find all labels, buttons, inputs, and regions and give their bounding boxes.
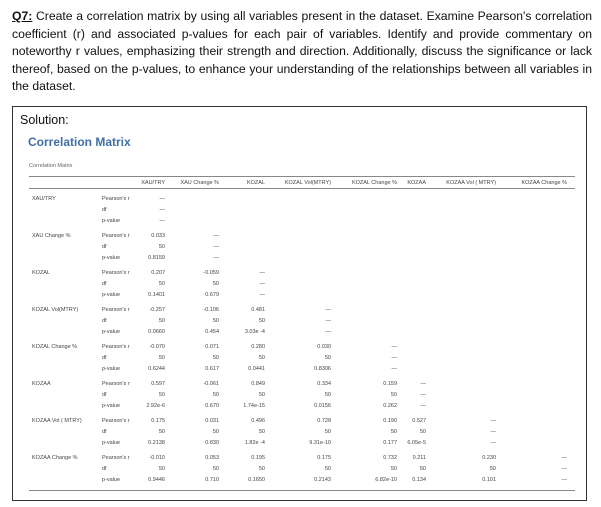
table-bottom-rule: [29, 490, 575, 491]
matrix-cell: -0.061: [203, 381, 219, 387]
diagonal-dash: —: [259, 281, 265, 287]
matrix-cell: 2.92e-6: [146, 403, 165, 409]
question-body: Create a correlation matrix by using all variables present in the dataset. Examine Pearson's correlation coefficient (r) and associated p-values for each pair of variables. Identify and provide commentary on noteworthy r values, emphasizing their strength and direction. Additionally, discuss the significance or lack thereof, based on the p-values, to enhance your understanding of the relationships between all variables in the dataset.: [12, 9, 592, 94]
matrix-cell: 0.830: [205, 440, 219, 446]
matrix-cell: 0.175: [151, 418, 165, 424]
diagonal-dash: —: [420, 392, 426, 398]
row-label: KOZAL Vol(MTRY): [32, 307, 79, 313]
diagonal-dash: —: [159, 218, 165, 224]
matrix-cell: 0.190: [383, 418, 397, 424]
matrix-cell: 50: [390, 392, 397, 398]
matrix-cell: 50: [324, 392, 331, 398]
column-header: KOZAL Change %: [351, 180, 397, 186]
matrix-cell: 50: [212, 318, 219, 324]
stat-label: Pearson's r: [102, 307, 130, 313]
matrix-cell: 0.9446: [148, 477, 165, 483]
matrix-cell: 1.74e-15: [243, 403, 265, 409]
matrix-cell: -0.257: [149, 307, 165, 313]
matrix-cell: 50: [258, 392, 265, 398]
matrix-cell: 50: [324, 466, 331, 472]
stat-label: df: [102, 244, 107, 250]
diagonal-dash: —: [159, 207, 165, 213]
stat-label: Pearson's r: [102, 455, 130, 461]
matrix-cell: 50: [158, 466, 165, 472]
diagonal-dash: —: [490, 440, 496, 446]
matrix-cell: 0.1401: [148, 292, 165, 298]
row-label: XAU Change %: [32, 233, 71, 239]
matrix-cell: 0.101: [482, 477, 496, 483]
matrix-cell: 0.207: [151, 270, 165, 276]
column-header: KOZAA Change %: [521, 180, 567, 186]
matrix-cell: 0.710: [205, 477, 219, 483]
matrix-cell: 1.82e -4: [244, 440, 265, 446]
question-number: Q7:: [12, 9, 33, 23]
matrix-cell: 0.134: [412, 477, 426, 483]
matrix-cell: 50: [258, 466, 265, 472]
matrix-cell: 50: [489, 466, 496, 472]
diagonal-dash: —: [420, 381, 426, 387]
diagonal-dash: —: [325, 307, 331, 313]
row-label: KOZAL Change %: [32, 344, 78, 350]
matrix-cell: 0.177: [383, 440, 397, 446]
matrix-cell: 0.175: [317, 455, 331, 461]
row-label: KOZAA: [32, 381, 51, 387]
stat-label: p-value: [102, 403, 121, 409]
matrix-cell: 0.2143: [314, 477, 331, 483]
matrix-cell: 50: [158, 355, 165, 361]
diagonal-dash: —: [213, 233, 219, 239]
matrix-cell: 0.679: [205, 292, 219, 298]
column-header: KOZAA: [407, 180, 426, 186]
diagonal-dash: —: [159, 196, 165, 202]
stat-label: df: [102, 466, 107, 472]
stat-label: df: [102, 207, 107, 213]
stat-label: df: [102, 392, 107, 398]
matrix-cell: 0.728: [317, 418, 331, 424]
matrix-cell: 0.2138: [148, 440, 165, 446]
matrix-cell: 50: [390, 466, 397, 472]
answer-box: [12, 106, 587, 501]
matrix-cell: 0.1650: [248, 477, 265, 483]
column-header: KOZAA Vol ( MTRY): [446, 180, 496, 186]
matrix-cell: 0.033: [151, 233, 165, 239]
diagonal-dash: —: [490, 418, 496, 424]
diagonal-dash: —: [561, 466, 567, 472]
matrix-cell: 0.0660: [148, 329, 165, 335]
matrix-cell: 0.334: [317, 381, 331, 387]
matrix-cell: 50: [419, 429, 426, 435]
matrix-cell: 0.849: [251, 381, 265, 387]
stat-label: Pearson's r: [102, 344, 130, 350]
matrix-cell: 0.195: [251, 455, 265, 461]
matrix-cell: 0.670: [205, 403, 219, 409]
matrix-cell: 0.211: [412, 455, 426, 461]
matrix-cell: 50: [390, 429, 397, 435]
matrix-cell: 50: [212, 392, 219, 398]
matrix-cell: 0.454: [205, 329, 219, 335]
matrix-cell: 50: [158, 244, 165, 250]
solution-label: Solution:: [20, 113, 69, 127]
matrix-cell: 50: [258, 429, 265, 435]
matrix-cell: 50: [158, 281, 165, 287]
column-header: KOZAL: [246, 180, 265, 186]
diagonal-dash: —: [391, 366, 397, 372]
matrix-cell: 50: [212, 466, 219, 472]
matrix-cell: 50: [419, 466, 426, 472]
matrix-cell: 0.0441: [248, 366, 265, 372]
matrix-cell: 6.82e-10: [375, 477, 397, 483]
row-label: KOZAA Change %: [32, 455, 78, 461]
diagonal-dash: —: [259, 270, 265, 276]
stat-label: p-value: [102, 255, 121, 261]
matrix-cell: -0.106: [203, 307, 219, 313]
matrix-cell: 50: [158, 392, 165, 398]
table-header-rule: [29, 188, 575, 189]
matrix-cell: 0.617: [205, 366, 219, 372]
diagonal-dash: —: [325, 329, 331, 335]
diagonal-dash: —: [391, 344, 397, 350]
stat-label: p-value: [102, 292, 121, 298]
row-label: KOZAA Vol ( MTRY): [32, 418, 82, 424]
stat-label: Pearson's r: [102, 196, 130, 202]
diagonal-dash: —: [420, 403, 426, 409]
matrix-cell: 0.527: [412, 418, 426, 424]
matrix-cell: 0.6244: [148, 366, 165, 372]
matrix-cell: 0.053: [205, 455, 219, 461]
matrix-cell: 0.262: [383, 403, 397, 409]
column-header: KOZAL Vol(MTRY): [284, 180, 331, 186]
matrix-cell: 50: [324, 355, 331, 361]
matrix-cell: 50: [158, 429, 165, 435]
matrix-cell: 50: [324, 429, 331, 435]
matrix-cell: 0.481: [251, 307, 265, 313]
matrix-cell: 50: [258, 355, 265, 361]
matrix-cell: 0.159: [383, 381, 397, 387]
matrix-cell: 50: [212, 429, 219, 435]
matrix-cell: 3.03e -4: [244, 329, 265, 335]
matrix-cell: 0.031: [205, 418, 219, 424]
matrix-cell: 0.030: [317, 344, 331, 350]
stat-label: df: [102, 355, 107, 361]
table-top-rule: [29, 176, 575, 177]
row-label: KOZAL: [32, 270, 51, 276]
stat-label: Pearson's r: [102, 381, 130, 387]
matrix-cell: 0.8159: [148, 255, 165, 261]
stat-label: p-value: [102, 329, 121, 335]
matrix-cell: -0.059: [203, 270, 219, 276]
matrix-cell: -0.070: [149, 344, 165, 350]
diagonal-dash: —: [490, 429, 496, 435]
matrix-cell: 50: [212, 281, 219, 287]
stat-label: df: [102, 429, 107, 435]
stat-label: Pearson's r: [102, 270, 130, 276]
matrix-cell: 50: [212, 355, 219, 361]
row-label: XAU/TRY: [32, 196, 56, 202]
matrix-cell: -0.010: [149, 455, 165, 461]
table-caption: Correlation Matrix: [29, 163, 73, 169]
question-text: [12, 8, 592, 96]
stat-label: p-value: [102, 366, 121, 372]
diagonal-dash: —: [213, 255, 219, 261]
matrix-cell: 0.230: [482, 455, 496, 461]
matrix-cell: 50: [158, 318, 165, 324]
matrix-cell: 0.8306: [314, 366, 331, 372]
stat-label: p-value: [102, 218, 121, 224]
matrix-cell: 0.0156: [314, 403, 331, 409]
matrix-cell: 0.597: [151, 381, 165, 387]
column-header: XAU/TRY: [141, 180, 165, 186]
diagonal-dash: —: [391, 355, 397, 361]
stat-label: df: [102, 318, 107, 324]
matrix-cell: 50: [258, 318, 265, 324]
diagonal-dash: —: [561, 455, 567, 461]
diagonal-dash: —: [213, 244, 219, 250]
matrix-cell: 9.31e-10: [309, 440, 331, 446]
stat-label: p-value: [102, 440, 121, 446]
diagonal-dash: —: [259, 292, 265, 298]
matrix-cell: 0.732: [383, 455, 397, 461]
stat-label: Pearson's r: [102, 418, 130, 424]
stat-label: Pearson's r: [102, 233, 130, 239]
matrix-cell: 0.496: [251, 418, 265, 424]
diagonal-dash: —: [561, 477, 567, 483]
matrix-title: Correlation Matrix: [28, 135, 131, 149]
diagonal-dash: —: [325, 318, 331, 324]
column-header: XAU Change %: [180, 180, 219, 186]
stat-label: p-value: [102, 477, 121, 483]
stat-label: df: [102, 281, 107, 287]
matrix-cell: 0.071: [205, 344, 219, 350]
matrix-cell: 6.05e-5: [407, 440, 426, 446]
matrix-cell: 0.280: [251, 344, 265, 350]
